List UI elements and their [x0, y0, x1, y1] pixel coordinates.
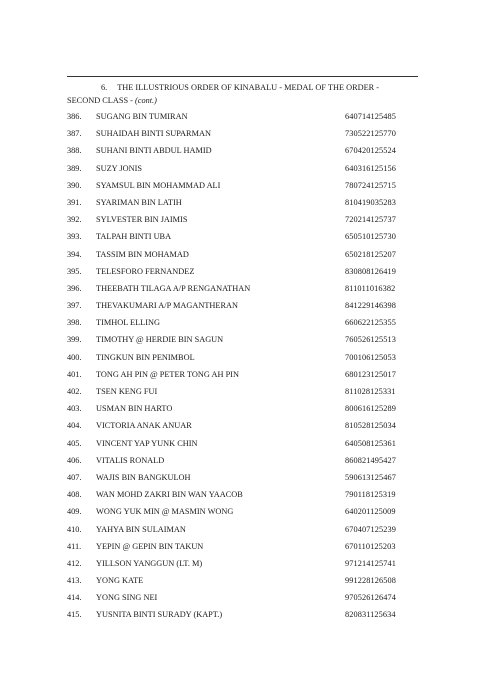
ic-number: 640714125485 [345, 112, 396, 121]
ic-number: 811028125331 [345, 387, 396, 396]
ic-number: 810528125034 [345, 421, 396, 431]
recipient-name: YILLSON YANGGUN (LT. M) [96, 558, 203, 568]
list-item [0, 591, 486, 608]
recipient-name: SUGANG BIN TUMIRAN [96, 112, 188, 121]
entry-number: 389. [67, 163, 82, 173]
list-item [0, 230, 486, 247]
recipient-name: TSEN KENG FUI [96, 387, 158, 396]
recipient-name: WONG YUK MIN @ MASMIN WONG [96, 507, 234, 517]
section-title-line-1: THE ILLUSTRIOUS ORDER OF KINABALU - MEDAL OF THE ORDER - [117, 83, 380, 92]
entry-number: 403. [67, 404, 82, 414]
recipient-name: TONG AH PIN @ PETER TONG AH PIN [96, 369, 239, 379]
recipient-name: VITALIS RONALD [96, 455, 165, 465]
ic-number: 660622125355 [345, 318, 396, 328]
ic-number: 971214125741 [345, 558, 396, 568]
ic-number: 860821495427 [345, 455, 396, 465]
entry-number: 386. [67, 112, 82, 121]
recipient-name: SUZY JONIS [96, 163, 143, 173]
entry-number: 409. [67, 507, 82, 517]
entry-number: 396. [67, 283, 82, 293]
ic-number: 670407125239 [345, 524, 396, 534]
recipient-name: TELESFORO FERNANDEZ [96, 266, 195, 276]
ic-number: 670110125203 [345, 541, 396, 551]
entry-number: 399. [67, 335, 82, 345]
entry-number: 395. [67, 266, 82, 276]
ic-number: 780724125715 [345, 180, 396, 190]
ic-number: 790118125319 [345, 490, 396, 500]
list-item [0, 316, 486, 333]
ic-number: 830808126419 [345, 266, 396, 276]
section-title-line-2: SECOND CLASS - [67, 95, 135, 105]
entry-number: 408. [67, 490, 82, 500]
ic-number: 640316125156 [345, 163, 396, 173]
list-item [0, 196, 486, 213]
ic-number: 800616125289 [345, 404, 396, 414]
recipient-name: TIMHOL ELLING [96, 318, 160, 328]
recipient-name: YONG KATE [96, 576, 144, 586]
recipient-name: TALPAH BINTI UBA [96, 232, 172, 242]
list-item [0, 523, 486, 540]
recipient-name: TASSIM BIN MOHAMAD [96, 249, 189, 259]
section-heading [67, 82, 422, 107]
recipient-name: THEEBATH TILAGA A/P RENGANATHAN [96, 283, 251, 293]
recipient-name: YEPIN @ GEPIN BIN TAKUN [96, 541, 204, 551]
ic-number: 640201125009 [345, 507, 396, 517]
ic-number: 811011016382 [345, 283, 396, 293]
ic-number: 991228126508 [345, 576, 396, 586]
ic-number: 810419035283 [345, 197, 396, 207]
ic-number: 700106125053 [345, 352, 396, 362]
entry-number: 406. [67, 455, 82, 465]
recipient-name: THEVAKUMARI A/P MAGANTHERAN [96, 301, 238, 311]
recipient-name: TINGKUN BIN PENIMBOL [96, 352, 195, 362]
entry-number: 412. [67, 558, 82, 568]
heading-line-1 [67, 82, 422, 95]
entry-number: 391. [67, 197, 82, 207]
ic-number: 970526126474 [345, 593, 396, 603]
list-item [0, 454, 486, 471]
ic-number: 841229146398 [345, 301, 396, 311]
recipient-name: USMAN BIN HARTO [96, 404, 173, 414]
recipient-name: SYAMSUL BIN MOHAMMAD ALI [96, 180, 221, 190]
recipient-name: SYARIMAN BIN LATIH [96, 197, 182, 207]
header-rule [67, 76, 418, 77]
list-item [0, 351, 486, 368]
list-item [0, 333, 486, 350]
list-item [0, 282, 486, 299]
entry-number: 410. [67, 524, 82, 534]
entry-number: 388. [67, 146, 82, 156]
list-item [0, 557, 486, 574]
continued-label: (cont.) [135, 95, 157, 105]
list-item [0, 402, 486, 419]
list-item [0, 419, 486, 436]
recipient-name: SYLVESTER BIN JAIMIS [96, 215, 188, 225]
entry-number: 405. [67, 438, 82, 448]
recipient-name: YONG SING NEI [96, 593, 158, 603]
list-item [0, 437, 486, 454]
list-item [0, 162, 486, 179]
ic-number: 650218125207 [345, 249, 396, 259]
entry-number: 413. [67, 576, 82, 586]
list-item [0, 574, 486, 591]
list-item [0, 368, 486, 385]
list-item [0, 248, 486, 265]
ic-number: 720214125737 [345, 215, 396, 225]
list-item [0, 213, 486, 230]
recipient-name: VICTORIA ANAK ANUAR [96, 421, 192, 431]
list-item [0, 488, 486, 505]
list-item [0, 299, 486, 316]
recipient-name: YUSNITA BINTI SURADY (KAPT.) [96, 610, 223, 620]
list-item [0, 540, 486, 557]
ic-number: 650510125730 [345, 232, 396, 242]
list-item [0, 608, 486, 625]
ic-number: 730522125770 [345, 129, 396, 139]
recipient-name: TIMOTHY @ HERDIE BIN SAGUN [96, 335, 224, 345]
ic-number: 680123125017 [345, 369, 396, 379]
ic-number: 820831125634 [345, 610, 396, 620]
section-number: 6. [101, 83, 108, 92]
recipient-name: YAHYA BIN SULAIMAN [96, 524, 186, 534]
recipient-name: SUHAIDAH BINTI SUPARMAN [96, 129, 211, 139]
ic-number: 590613125467 [345, 472, 396, 482]
entry-number: 407. [67, 472, 82, 482]
list-item [0, 110, 486, 127]
entry-number: 398. [67, 318, 82, 328]
recipient-list [0, 110, 486, 626]
entry-number: 414. [67, 593, 82, 603]
entry-number: 390. [67, 180, 82, 190]
ic-number: 640508125361 [345, 438, 396, 448]
list-item [0, 471, 486, 488]
entry-number: 411. [67, 541, 82, 551]
recipient-name: WAJIS BIN BANGKULOH [96, 472, 191, 482]
list-item [0, 179, 486, 196]
entry-number: 393. [67, 232, 82, 242]
entry-number: 394. [67, 249, 82, 259]
recipient-name: WAN MOHD ZAKRI BIN WAN YAACOB [96, 490, 243, 500]
ic-number: 760526125513 [345, 335, 396, 345]
recipient-name: SUHANI BINTI ABDUL HAMID [96, 146, 212, 156]
entry-number: 397. [67, 301, 82, 311]
entry-number: 415. [67, 610, 82, 620]
entry-number: 392. [67, 215, 82, 225]
ic-number: 670420125524 [345, 146, 396, 156]
entry-number: 402. [67, 387, 82, 396]
entry-number: 401. [67, 369, 82, 379]
entry-number: 400. [67, 352, 82, 362]
list-item [0, 385, 486, 402]
list-item [0, 127, 486, 144]
list-item [0, 144, 486, 161]
list-item [0, 265, 486, 282]
entry-number: 404. [67, 421, 82, 431]
entry-number: 387. [67, 129, 82, 139]
list-item [0, 505, 486, 522]
recipient-name: VINCENT YAP YUNK CHIN [96, 438, 198, 448]
